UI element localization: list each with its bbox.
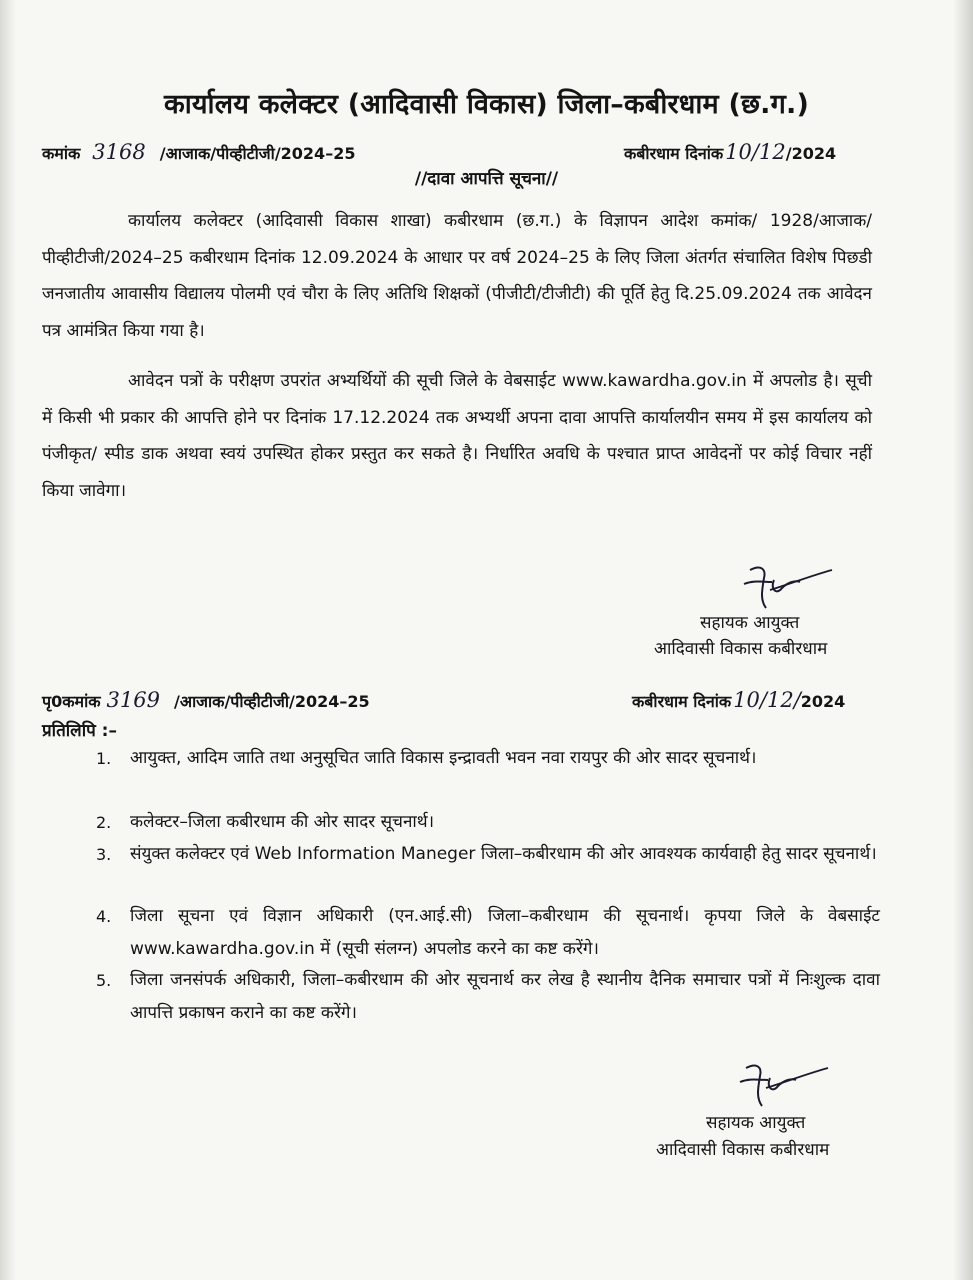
recipient-number: 4. (96, 907, 112, 926)
recipient-text: जिला जनसंपर्क अधिकारी, जिला–कबीरधाम की ओर सूचनार्थ कर लेख है स्थानीय दैनिक समाचार पत्रों में निःशुल्क दावा आपत्ति प्रकाषन कराने का कष्ट करेंगे। (130, 970, 880, 1023)
signature-2-department: आदिवासी विकास कबीरधाम (656, 1140, 830, 1160)
endorsement-prefix: पृ0कमांक (42, 692, 101, 711)
page-shadow-right (953, 0, 973, 1280)
signature-mark-1 (740, 560, 840, 614)
copy-heading: प्रतिलिपि :– (42, 721, 117, 741)
order-date-year: /2024 (785, 144, 837, 163)
recipient-item (96, 838, 880, 871)
page-shadow-left (0, 0, 16, 1280)
order-ref: /आजाक/पीव्हीटीजी/2024–25 (159, 144, 356, 163)
recipient-item (96, 964, 880, 1030)
signature-1-designation: सहायक आयुक्त (700, 613, 800, 633)
recipient-text: कलेक्टर–जिला कबीरधाम की ओर सादर सूचनार्थ। (130, 812, 435, 832)
recipient-text: संयुक्त कलेक्टर एवं Web Information Maneger जिला–कबीरधाम की ओर आवश्यक कार्यवाही हेतु सादर सूचनार्थ। (130, 844, 877, 864)
endorsement-reference (42, 688, 370, 712)
recipient-number: 3. (96, 845, 112, 864)
signature-1-department: आदिवासी विकास कबीरधाम (654, 639, 828, 659)
recipient-item (96, 806, 880, 839)
order-prefix: कमांक (42, 144, 81, 163)
endorsement-date-year: 2024 (800, 692, 846, 711)
endorsement-date-handwritten: 10/12/ (733, 688, 801, 712)
order-date-handwritten: 10/12 (725, 140, 786, 164)
body-paragraph-1: कार्यालय कलेक्टर (आदिवासी विकास शाखा) कबीरधाम (छ.ग.) के विज्ञापन आदेश कमांक/ 1928/आजाक/पीव्हीटीजी/2024–25 कबीरधाम दिनांक 12.09.2024 के आधार पर वर्ष 2024–25 के लिए जिला अंतर्गत संचालित विशेष पिछडी जनजातीय आवासीय विद्यालय पोलमी एवं चौरा के लिए अतिथि शिक्षकों (पीजीटी/टीजीटी) की पूर्ति हेतु दि.25.09.2024 तक आवेदन पत्र आमंत्रित किया गया है। (42, 211, 872, 341)
order-number-handwritten: 3168 (92, 140, 146, 164)
recipient-number: 2. (96, 813, 112, 832)
recipient-number: 1. (96, 749, 112, 768)
order-date-label: कबीरधाम दिनांक (624, 144, 724, 163)
endorsement-ref: /आजाक/पीव्हीटीजी/2024–25 (173, 692, 370, 711)
notice-subject: //दावा आपत्ति सूचना// (414, 169, 559, 189)
office-title: कार्यालय कलेक्टर (आदिवासी विकास) जिला–कबीरधाम (छ.ग.) (163, 89, 810, 120)
endorsement-date (632, 688, 845, 712)
recipient-text: आयुक्त, आदिम जाति तथा अनुसूचित जाति विकास इन्द्रावती भवन नवा रायपुर की ओर सादर सूचनार्थ। (130, 748, 757, 768)
recipient-item (96, 900, 880, 966)
body-paragraph-2: आवेदन पत्रों के परीक्षण उपरांत अभ्यर्थियों की सूची जिले के वेबसाईट www.kawardha.gov.in में अपलोड है। सूची में किसी भी प्रकार की आपत्ति होने पर दिनांक 17.12.2024 तक अभ्यर्थी अपना दावा आपत्ति कार्यालयीन समय में इस कार्यालय को पंजीकृत/ स्पीड डाक अथवा स्वयं उपस्थित होकर प्रस्तुत कर सकते है। निर्धारित अवधि के पश्चात प्राप्त आवेदनों पर कोई विचार नहीं किया जावेगा। (42, 371, 872, 501)
signature-mark-2 (736, 1058, 836, 1112)
recipient-item (96, 742, 880, 775)
recipient-text: जिला सूचना एवं विज्ञान अधिकारी (एन.आई.सी) जिला–कबीरधाम की सूचनार्थ। कृपया जिले के वेबसाईट www.kawardha.gov.in में (सूची संलग्न) अपलोड करने का कष्ट करेंगे। (130, 906, 880, 959)
order-date (624, 140, 836, 164)
recipient-number: 5. (96, 971, 112, 990)
order-reference (42, 140, 355, 164)
endorsement-number-handwritten: 3169 (106, 688, 160, 712)
endorsement-date-label: कबीरधाम दिनांक (632, 692, 732, 711)
signature-2-designation: सहायक आयुक्त (706, 1113, 806, 1133)
